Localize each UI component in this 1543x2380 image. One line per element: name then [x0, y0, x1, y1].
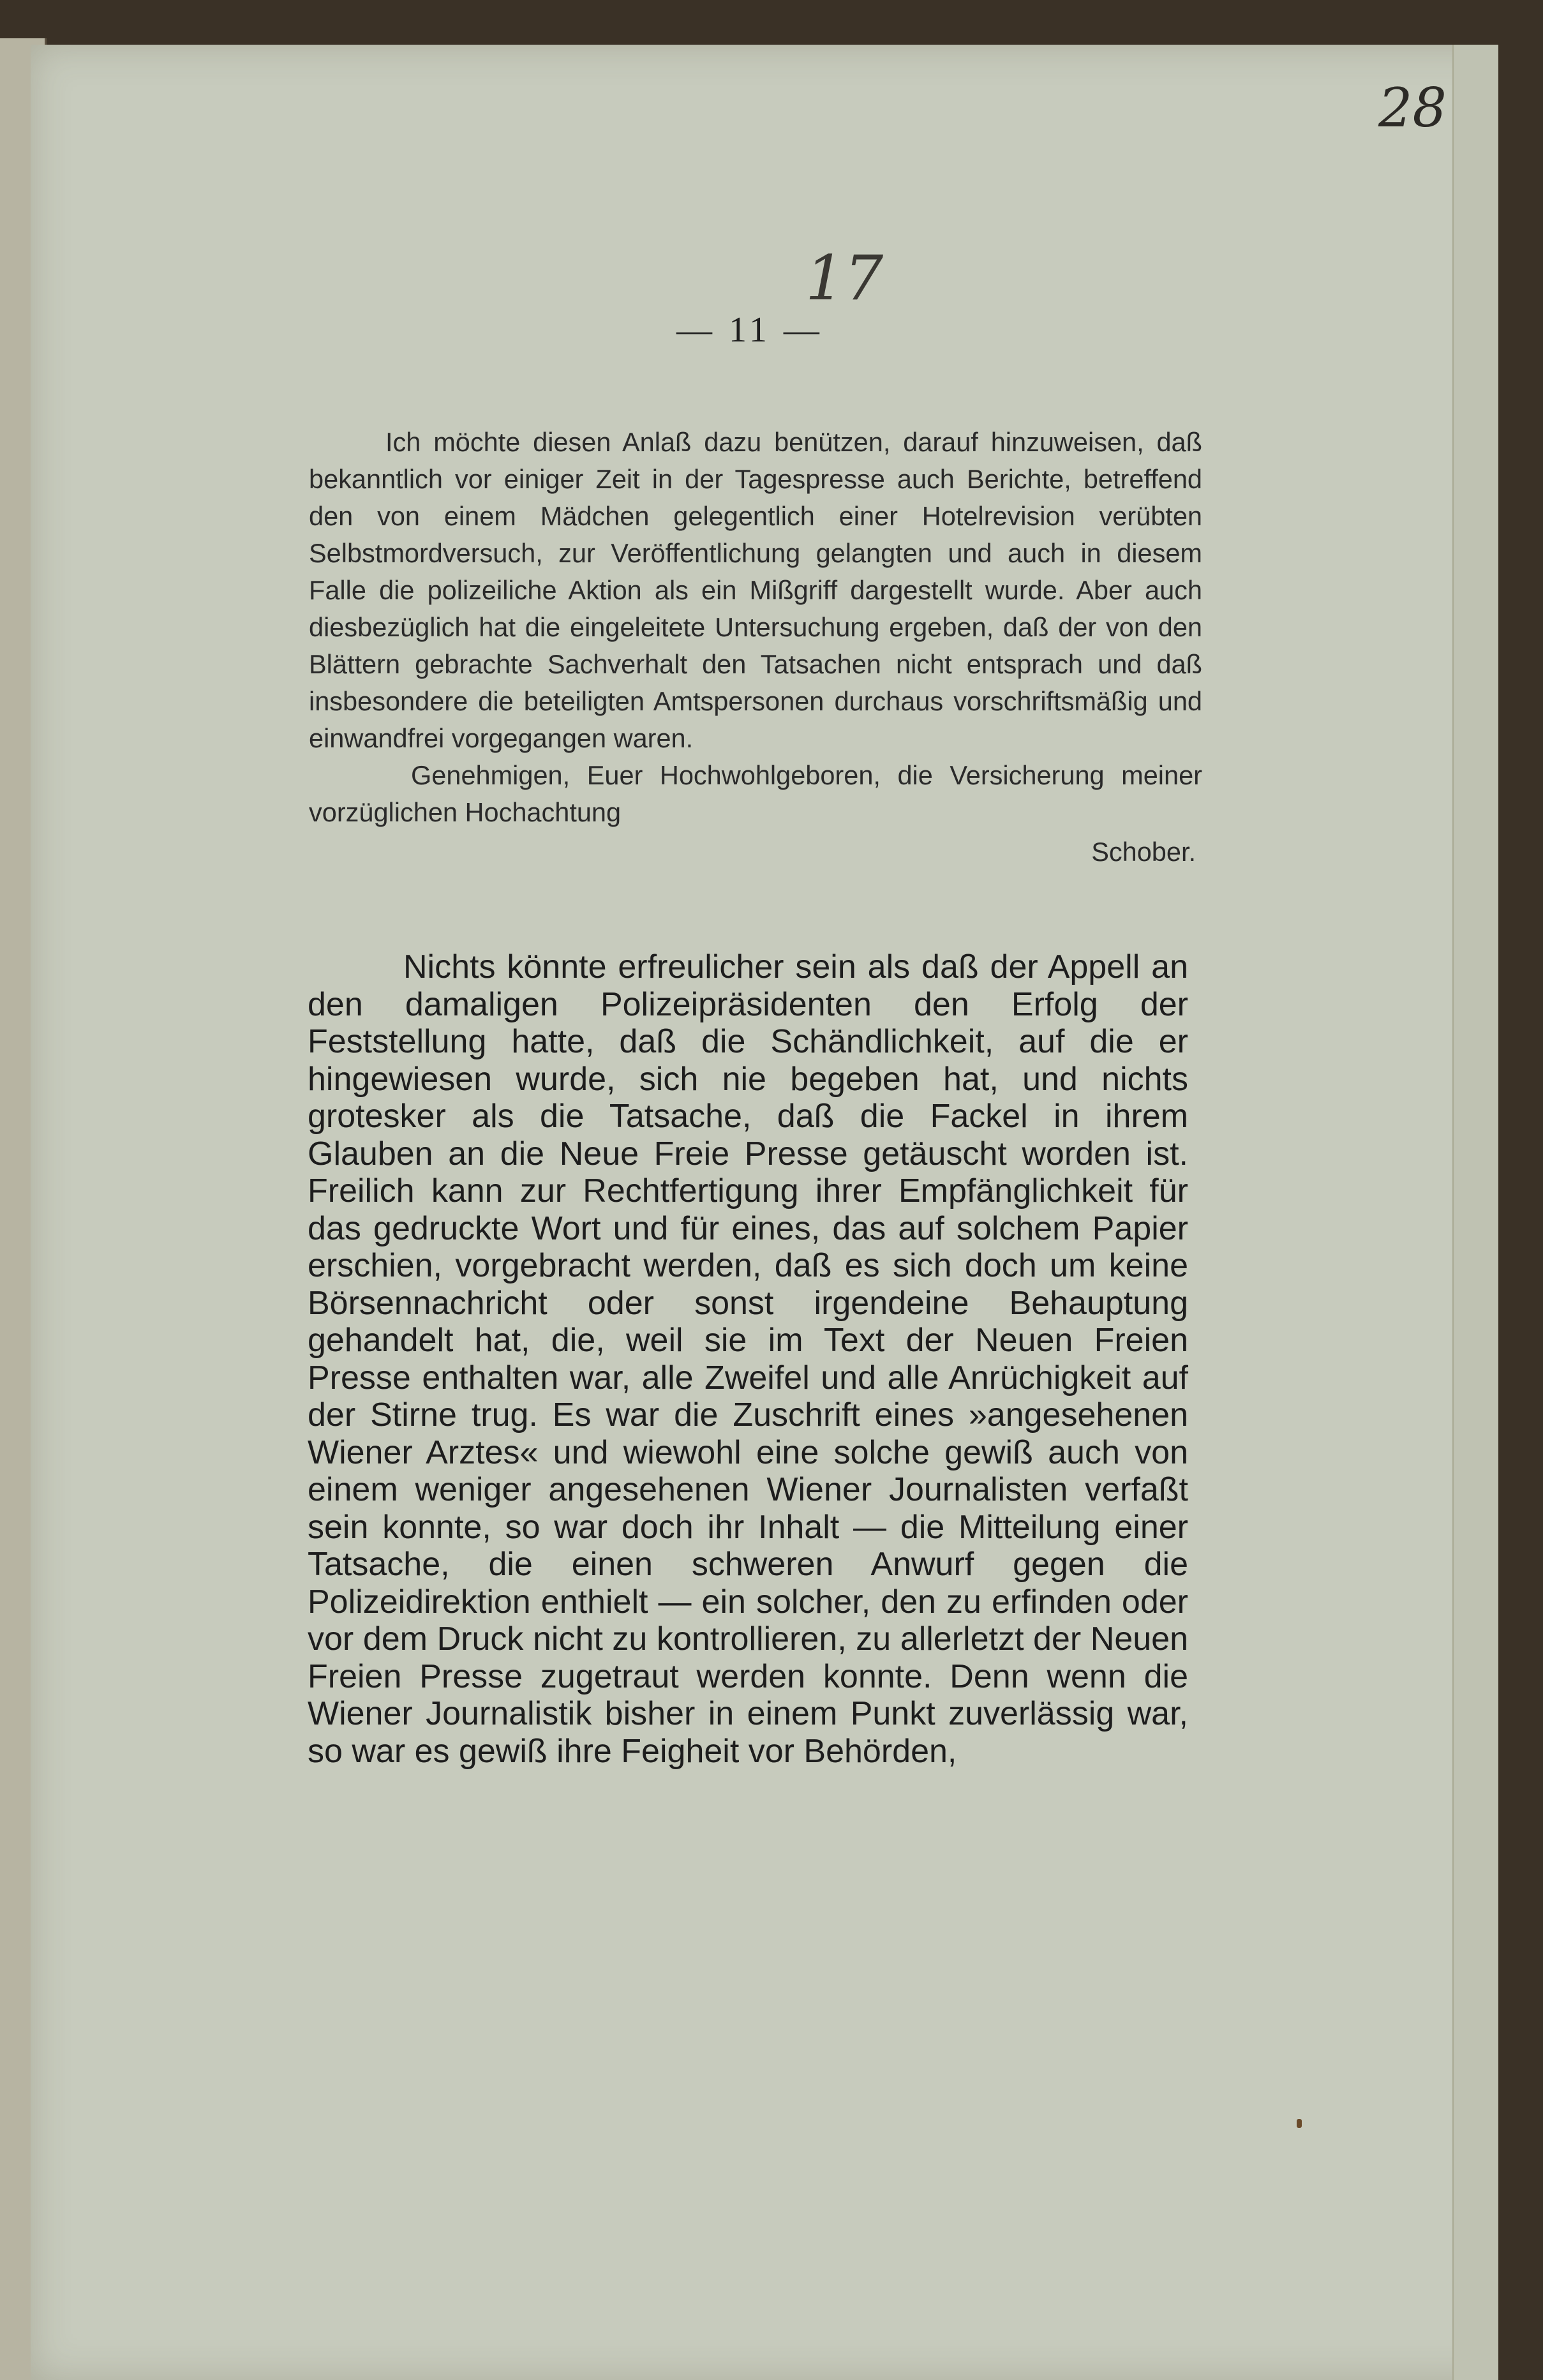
pencil-page-number: 17 [805, 243, 884, 314]
show-through-shading [305, 2151, 331, 2157]
letter-paragraph-1: Ich möchte diesen Anlaß dazu benützen, darauf hinzuweisen, daß bekanntlich vor einiger Zeit in der Tagespresse auch Berichte, betreffend den von einem Mädchen gelegentlich einer Hotelrevision verübten Selbstmordversuch, zur Veröffentlichung gelangten und auch in diesem Falle die polizeiliche Aktion als ein Mißgriff dargestellt wurde. Aber auch diesbezüglich hat die eingeleitete Untersuchung ergeben, daß der von den Blättern gebrachte Sachverhalt den Tatsachen nicht entsprach und daß insbesondere die beteiligten Amtspersonen durchaus vorschriftsmäßig und einwandfrei vorgegangen waren. [309, 427, 1202, 753]
letter-signature: Schober. [1091, 837, 1196, 867]
folio-number: 28 [1378, 77, 1447, 139]
paper-speck [1297, 2119, 1302, 2128]
letter-paragraph-2: Genehmigen, Euer Hochwohlgeboren, die Versicherung meiner vorzüglichen Hochachtung [309, 760, 1202, 827]
quoted-letter [309, 424, 1202, 871]
page-right-edge [1452, 45, 1498, 2380]
commentary-paragraph: Nichts könnte erfreulicher sein als daß der Appell an den damaligen Polizeipräsidenten den Erfolg der Feststellung hatte, daß die Schändlichkeit, auf die er hingewiesen wurde, sich nie begeben hat, und nichts grotesker als die Tatsache, daß die Fackel in ihrem Glauben an die Neue Freie Presse getäuscht worden ist. Freilich kann zur Rechtfertigung ihrer Empfänglichkeit für das gedruckte Wort und für eines, das auf solchem Papier erschien, vorgebracht werden, daß es sich doch um keine Börsennachricht oder sonst irgendeine Behauptung gehandelt hat, die, weil sie im Text der Neuen Freien Presse enthalten war, alle Zweifel und alle Anrüchigkeit auf der Stirne trug. Es war die Zuschrift eines »angesehenen Wiener Arztes« und wiewohl eine solche gewiß auch von einem weniger angesehenen Wiener Journalisten verfaßt sein konnte, so war doch ihr Inhalt — die Mitteilung einer Tatsache, die einen schweren Anwurf gegen die Polizeidirektion enthielt — ein solcher, den zu erfinden oder vor dem Druck nicht zu kontrollieren, zu allerletzt der Neuen Freien Presse zugetraut werden konnte. Denn wenn die Wiener Journalistik bisher in einem Punkt zuverlässig war, so war es gewiß ihre Feigheit vor Behörden, [308, 948, 1188, 1770]
printed-page-marker: — 11 — [676, 310, 823, 350]
